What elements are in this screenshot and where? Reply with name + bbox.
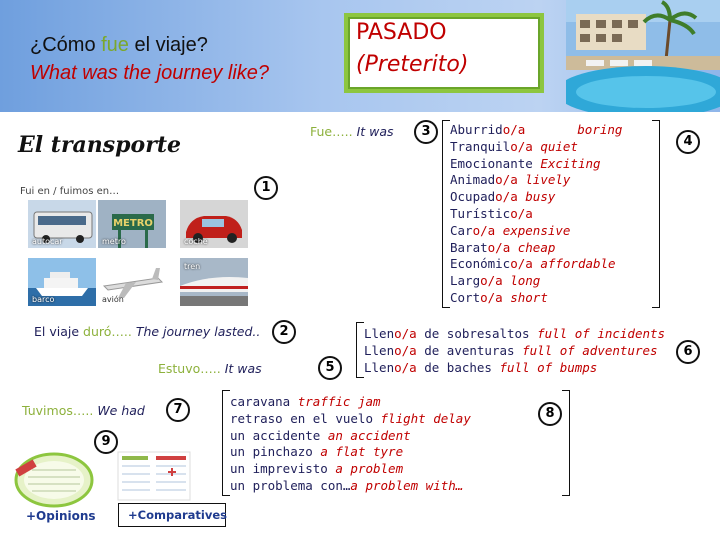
prompt-fue-en: It was <box>356 124 394 139</box>
opinions-link[interactable]: +Opinions <box>26 509 96 523</box>
comparatives-link[interactable]: +Comparatives <box>128 508 227 522</box>
prompt-estuvo <box>158 361 262 376</box>
adjective-item: Corto/a short <box>450 289 548 305</box>
prompt-fue-es: Fue….. <box>310 124 353 139</box>
number-circle-3: 3 <box>414 120 438 144</box>
thumb-avion <box>98 258 166 306</box>
adjective-item: Barato/a cheap <box>450 239 556 255</box>
adjective-item: Aburrido/a boring <box>450 122 623 137</box>
title-spanish: ¿Cómo fue el viaje? <box>30 34 208 56</box>
title-english: What was the journey like? <box>30 62 270 84</box>
prompt-duro-en: The journey lasted.. <box>135 324 261 339</box>
problem-item: caravana traffic jam <box>230 394 381 409</box>
thumb-coche <box>180 200 248 248</box>
prompt-estuvo-es: Estuvo….. <box>158 361 221 376</box>
prompt-tuvimos <box>22 403 145 418</box>
thumb-avion-label: avión <box>102 295 124 304</box>
prompt-estuvo-en: It was <box>224 361 262 376</box>
adjective-item: Emocionante Exciting <box>450 155 601 171</box>
thumb-metro-label: metro <box>102 237 126 246</box>
transport-subtitle: Fui en / fuimos en… <box>20 186 120 197</box>
metro-sign: METRO <box>113 218 153 229</box>
thumb-coche-label: coche <box>184 237 208 246</box>
adjective-item: Caro/a expensive <box>450 222 571 238</box>
number-circle-8: 8 <box>538 402 562 426</box>
adjectives-list <box>450 122 622 307</box>
adjective-item: Turístico/a <box>450 205 533 221</box>
comparatives-thumbnail[interactable] <box>116 450 192 502</box>
thumb-barco <box>28 258 96 306</box>
opinions-thumbnail[interactable] <box>10 450 100 508</box>
adjectives-bracket-left <box>442 120 450 308</box>
number-circle-1: 1 <box>254 176 278 200</box>
lleno-item: Lleno/a de sobresaltos full of incidents <box>364 326 666 341</box>
adjective-item: Tranquilo/a quiet <box>450 138 578 154</box>
prompt-duro-es: duró….. <box>83 324 132 339</box>
problems-bracket-left <box>222 390 230 496</box>
pool-photo <box>566 0 720 112</box>
number-circle-5: 5 <box>318 356 342 380</box>
transport-title: El transporte <box>18 132 181 158</box>
thumb-autocar-label: autocar <box>32 237 63 246</box>
lleno-item: Lleno/a de baches full of bumps <box>364 359 598 375</box>
number-circle-9: 9 <box>94 430 118 454</box>
adjective-item: Largo/a long <box>450 273 541 289</box>
lleno-list <box>364 326 665 376</box>
title-fue-word: fue <box>101 34 129 56</box>
thumb-metro <box>98 200 166 248</box>
thumb-autocar <box>28 200 96 248</box>
number-circle-2: 2 <box>272 320 296 344</box>
prompt-tuvimos-en: We had <box>97 403 145 418</box>
adjective-item: Económico/a affordable <box>450 256 616 272</box>
prompt-fue <box>310 124 394 139</box>
lleno-bracket-left <box>356 322 364 378</box>
problems-bracket-right <box>562 390 570 496</box>
adjective-item: Animado/a lively <box>450 172 571 188</box>
adjectives-bracket-right <box>652 120 660 308</box>
problem-item: un imprevisto a problem <box>230 461 404 477</box>
prompt-tuvimos-es: Tuvimos….. <box>22 403 94 418</box>
problem-item: un pinchazo a flat tyre <box>230 444 404 460</box>
number-circle-7: 7 <box>166 398 190 422</box>
pasado-label: PASADO <box>356 20 447 45</box>
thumb-tren-label: tren <box>184 262 201 271</box>
problem-item: un accidente an accident <box>230 427 411 443</box>
problems-list <box>230 394 471 495</box>
preterito-label: (Preterito) <box>356 52 469 77</box>
thumb-barco-label: barco <box>32 295 55 304</box>
thumb-tren <box>180 258 248 306</box>
number-circle-4: 4 <box>676 130 700 154</box>
problem-item: retraso en el vuelo flight delay <box>230 410 471 426</box>
lleno-item: Lleno/a de aventuras full of adventures <box>364 342 658 358</box>
number-circle-6: 6 <box>676 340 700 364</box>
prompt-duro: El viaje duró….. The journey lasted.. <box>34 324 261 339</box>
problem-item: un problema con…a problem with… <box>230 477 464 493</box>
adjective-item: Ocupado/a busy <box>450 189 556 205</box>
